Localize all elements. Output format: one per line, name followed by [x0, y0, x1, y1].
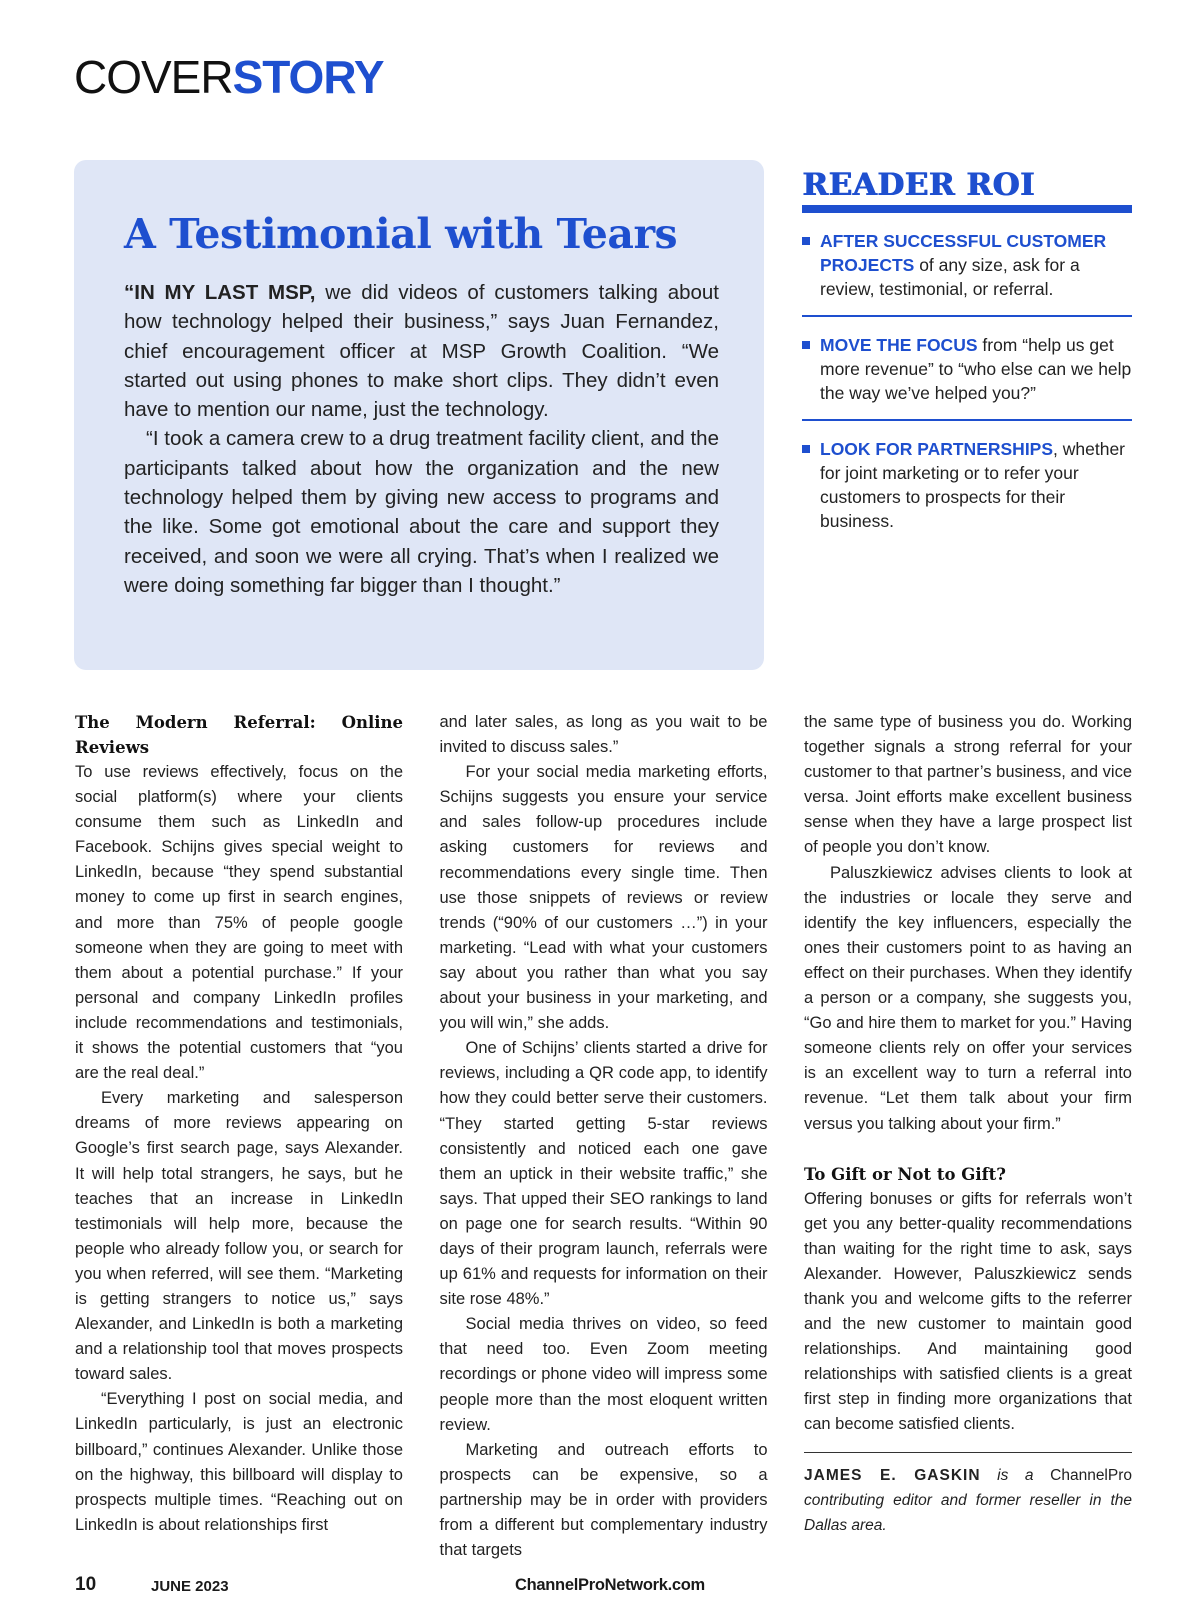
sidebar-title: A Testimonial with Tears: [124, 210, 678, 258]
roi-item-text: from “help us get more revenue” to “who else can we help the way we’ve helped you?”: [820, 335, 1132, 403]
website-url: ChannelProNetwork.com: [515, 1576, 705, 1594]
sidebar-lead: “IN MY LAST MSP,: [124, 281, 316, 304]
issue-date: JUNE 2023: [151, 1578, 229, 1595]
article-column-3: [804, 710, 1132, 1534]
bullet-square-icon: [802, 237, 810, 245]
sidebar-paragraph: [124, 278, 719, 424]
article-paragraph: For your social media marketing efforts, Schijns suggests you ensure your service and sales follow-up procedures include asking customers for reviews and recommendations every single time. Then use those snippets of reviews or review trends (“90% of our customers …”) in your marketing. “Lead with what your customers say about you rather than what you say about your business in your marketing, and you will win,” she adds.: [439, 763, 768, 1033]
article-columns: [75, 710, 1132, 1560]
author-bio: [804, 1452, 1132, 1538]
page-number: 10: [75, 1574, 97, 1595]
section-header: [74, 51, 384, 103]
article-column-1: [75, 710, 403, 1534]
section-heading: The Modern Referral: Online Reviews: [75, 713, 403, 757]
bullet-square-icon: [802, 341, 810, 349]
author-name: JAMES E. GASKIN: [804, 1466, 981, 1484]
roi-item: [802, 333, 1132, 421]
article-paragraph: “Everything I post on social media, and LinkedIn particularly, is just an electronic billboard,” continues Alexander. Unlike those on the highway, this billboard will display to prospects multiple times. “Reaching out on LinkedIn is about relationships first: [75, 1390, 403, 1534]
article-paragraph: and later sales, as long as you wait to be invited to discuss sales.”: [439, 713, 768, 757]
article-paragraph: Marketing and outreach efforts to prospects can be expensive, so a partnership may be in order with providers from a different but complementary industry that targets: [439, 1440, 768, 1560]
roi-item-highlight: MOVE THE FOCUS: [820, 335, 978, 355]
article-column-2: [439, 710, 768, 1560]
bullet-square-icon: [802, 445, 810, 453]
article-paragraph: the same type of business you do. Working together signals a strong referral for your customer to that partner’s business, and vice versa. Joint efforts make excellent business sense when they have a large prospect list of people you don’t know.: [804, 713, 1132, 857]
roi-item: [802, 229, 1132, 317]
reader-roi-box: [802, 167, 1132, 547]
page-footer: [75, 1574, 1132, 1604]
article-paragraph: To use reviews effectively, focus on the social platform(s) where your clients consume them such as LinkedIn and Facebook. Schijns gives special weight to LinkedIn, because “they spend substantial money to come up first in search engines, and more than 75% of people google someone when they are going to meet with them about a potential purchase.” If your personal and company LinkedIn profiles include recommendations and testimonials, it shows the potential customers that “you are the real deal.”: [75, 763, 403, 1083]
article-paragraph: Offering bonuses or gifts for referrals won’t get you any better-quality recommendations than waiting for the right time to ask, says Alexander. However, Paluszkiewicz sends thank you and welcome gifts to the referrer and the new customer to maintain good relationships. And maintaining good relationships with satisfied clients is a great first step in finding more organizations that can become satisfied clients.: [804, 1189, 1132, 1434]
roi-item-text: , whether for joint marketing or to refer your customers to prospects for their business.: [820, 439, 1126, 531]
roi-item-text: of any size, ask for a review, testimonial, or referral.: [820, 255, 1080, 299]
article-paragraph: One of Schijns’ clients started a drive for reviews, including a QR code app, to identify how they could better serve their customers. “They started getting 5-star reviews consistently and noticed each one gave them an uptick in their website traffic,” she says. That upped their SEO rankings to land on page one for search results. “Within 90 days of their program launch, referrals were up 61% and requests for information on their site rose 48%.”: [439, 1039, 768, 1309]
sidebar-paragraph: “I took a camera crew to a drug treatment facility client, and the participants talked about how the organization and the new technology helped them by giving new access to programs and the like. Some got emotional about the care and support they received, and soon we were all crying. That’s when I realized we were doing something far bigger than I thought.”: [124, 427, 719, 597]
reader-roi-list: [802, 229, 1132, 547]
testimonial-sidebar: [74, 160, 764, 670]
bio-text: is a: [980, 1466, 1051, 1484]
roi-item-highlight: LOOK FOR PARTNERSHIPS: [820, 439, 1054, 459]
reader-roi-title: READER ROI: [802, 170, 1132, 213]
sidebar-text: we did videos of customers talking about how technology helped their business,” says Juan Fernandez, chief encouragement officer at MSP Growth Coalition. “We started out using phones to make short clips. They didn’t even have to mention our name, just the technology.: [124, 281, 719, 422]
article-paragraph: Social media thrives on video, so feed that need too. Even Zoom meeting recordings or phone video will impress some people more than the most eloquent written review.: [439, 1315, 768, 1434]
article-paragraph: Paluszkiewicz advises clients to look at the industries or locale they serve and identify the key influencers, especially the ones their customers point to as having an effect on their purchases. When they identify a person or a company, she suggests you, “Go and hire them to market for you.” Having someone clients rely on offer your services is an excellent way to turn a referral into revenue. “Let them talk about your firm versus you talking about your firm.”: [804, 863, 1132, 1133]
bio-brand: ChannelPro: [1050, 1466, 1132, 1484]
sidebar-body: [124, 278, 719, 600]
roi-item: [802, 437, 1132, 547]
article-paragraph: Every marketing and salesperson dreams of more reviews appearing on Google’s first search page, says Alexander. It will help total strangers, he says, but he teaches that an increase in LinkedIn testimonials will help more, because the people who already follow you, or search for you when referred, will see them. “Marketing is getting strangers to notice us,” says Alexander, and LinkedIn is both a marketing and a relationship tool that moves prospects toward sales.: [75, 1089, 403, 1384]
bio-text: contributing editor and former reseller in the Dallas area.: [804, 1491, 1132, 1534]
section-heading: To Gift or Not to Gift?: [804, 1164, 1006, 1184]
header-cover: COVER: [74, 51, 233, 103]
roi-item-highlight: AFTER SUCCESSFUL CUSTOMER PROJECTS: [820, 231, 1107, 275]
header-story: STORY: [232, 51, 384, 103]
